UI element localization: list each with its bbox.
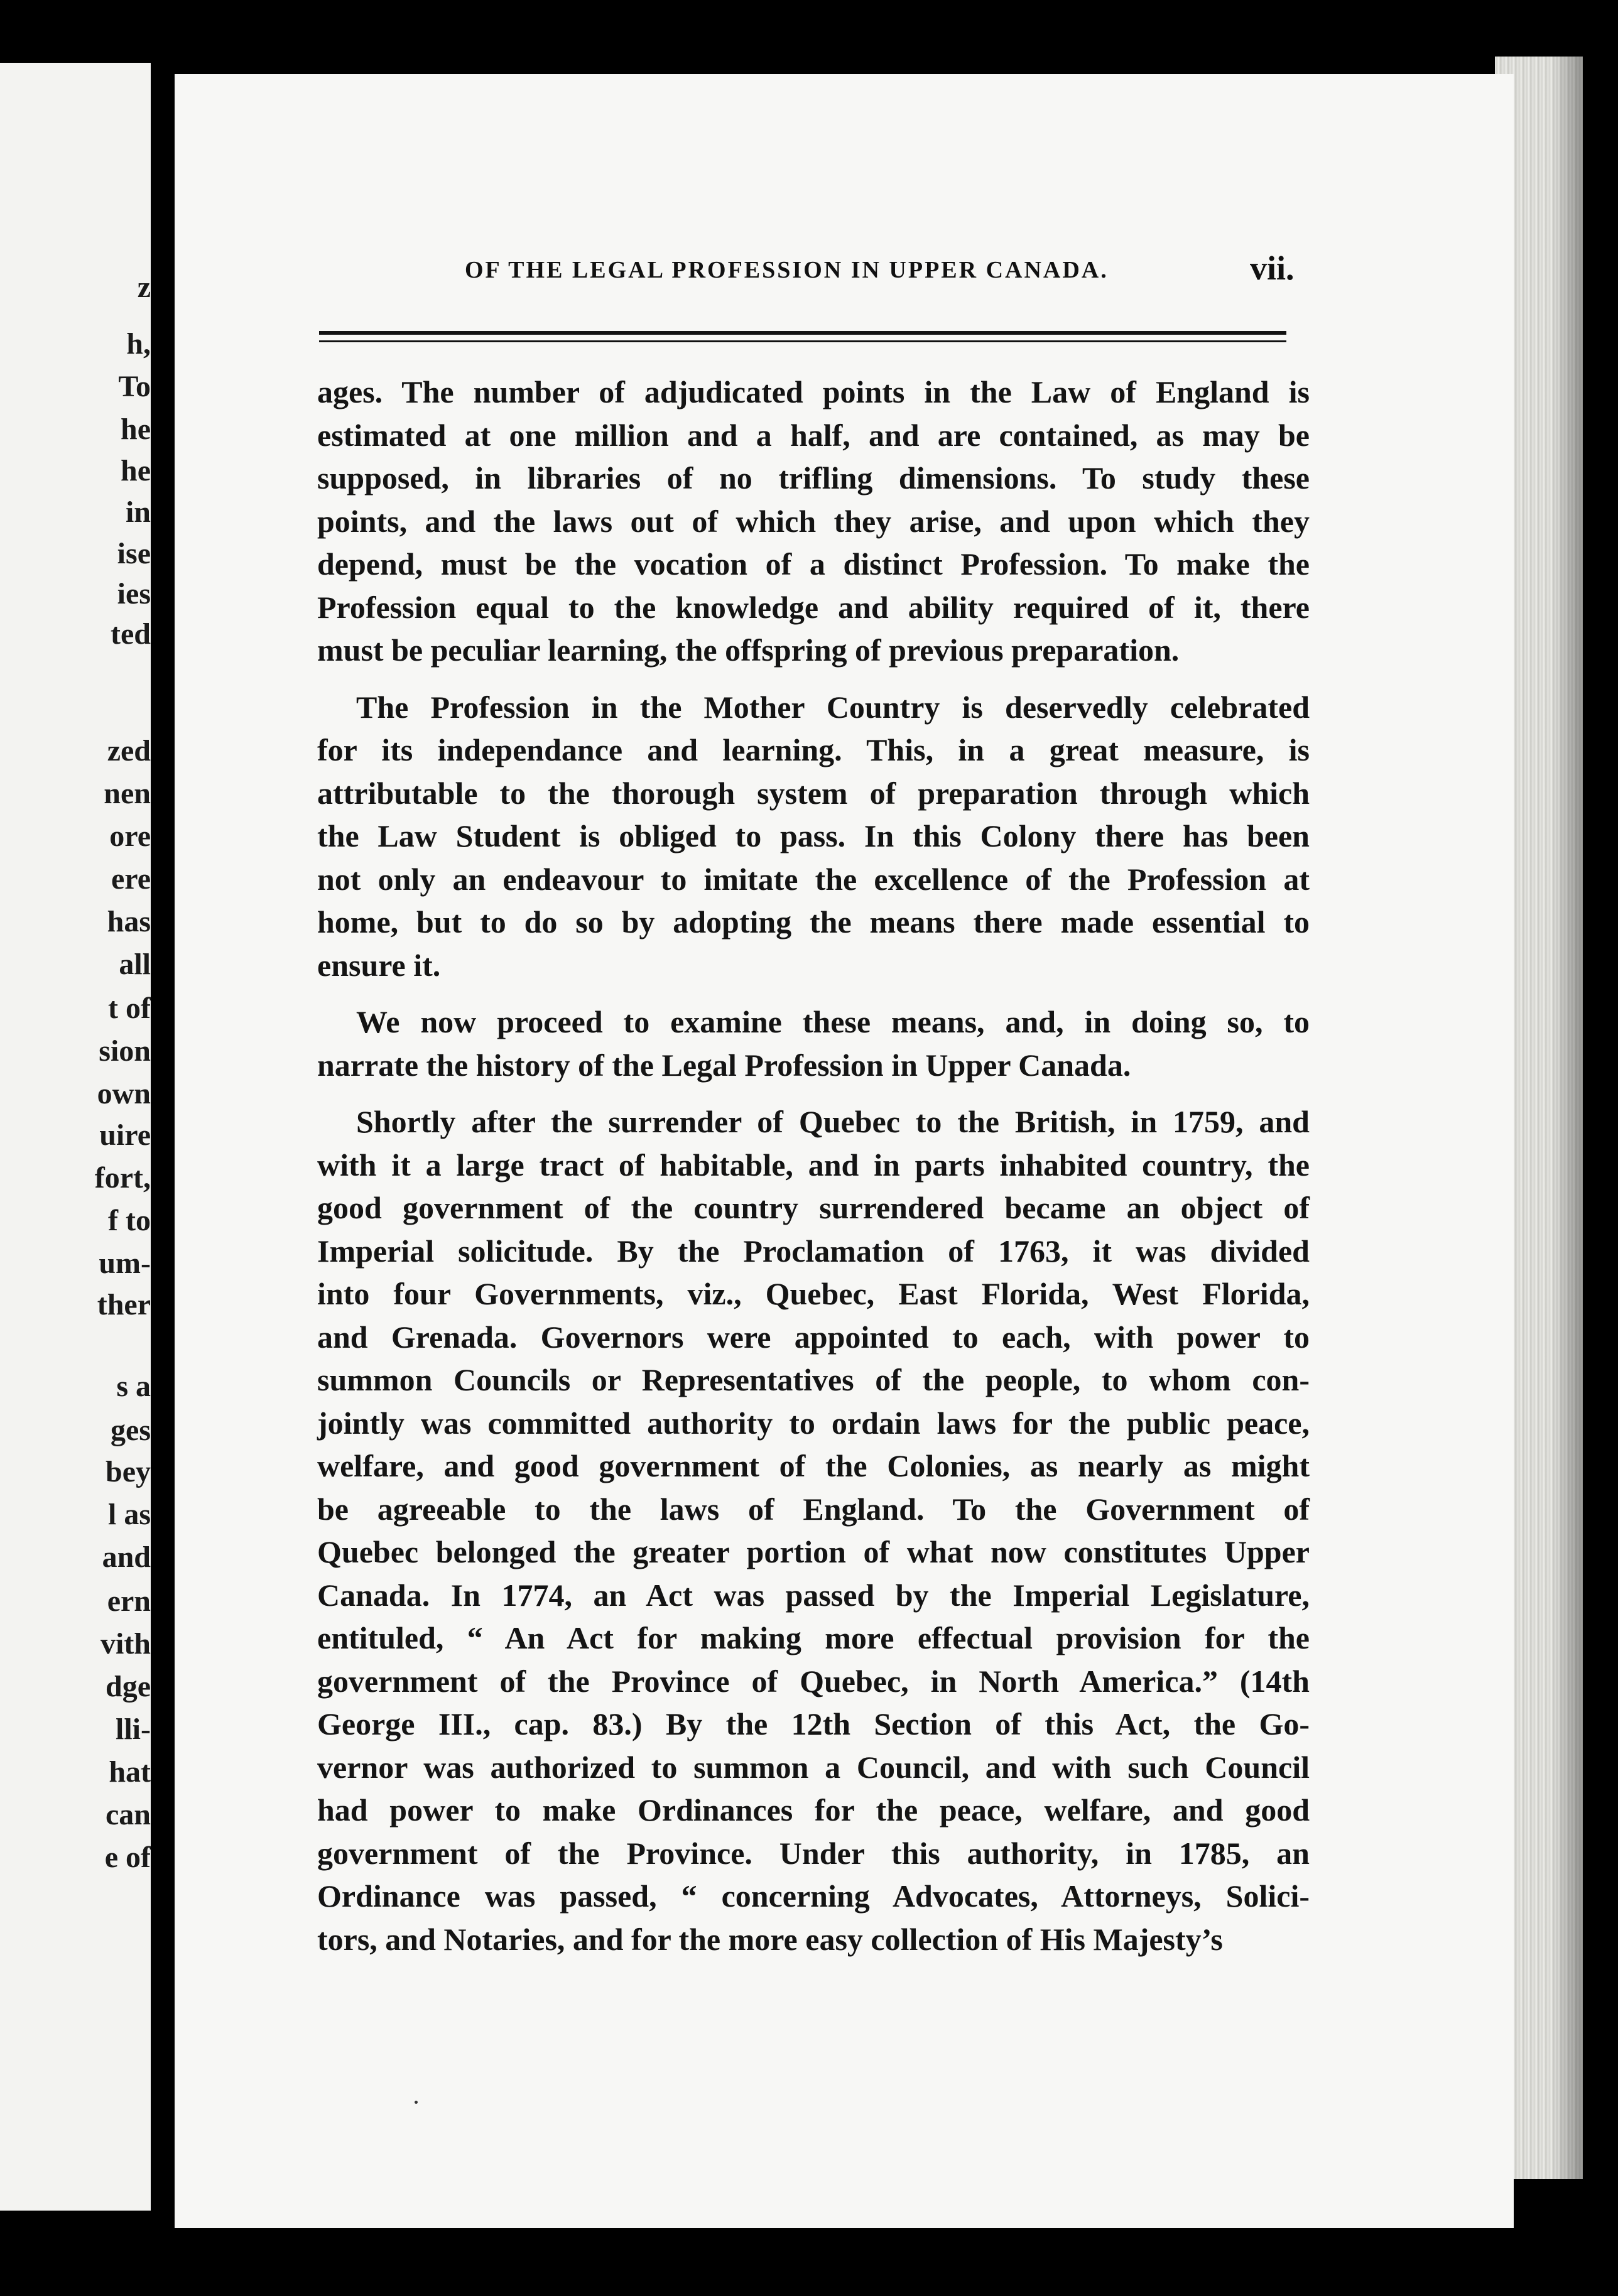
facing-page-fragment: h, <box>126 327 151 360</box>
text-line: George III., cap. 83.) By the 12th Section of this Act, the Go- <box>317 1706 1310 1741</box>
facing-page-fragment: um- <box>99 1247 151 1280</box>
facing-page-fragment: ere <box>111 862 151 896</box>
text-line: the Law Student is obliged to pass. In this Colony there has been <box>317 818 1310 853</box>
facing-page-fragment: in <box>125 495 151 529</box>
text-line: for its independance and learning. This, in a great measure, is <box>317 732 1310 767</box>
facing-page-fragment: ore <box>109 820 151 853</box>
speck <box>415 2101 418 2104</box>
facing-page-fragment: t of <box>108 992 151 1025</box>
facing-page-fragment: lli- <box>116 1713 151 1746</box>
facing-page-fragment: zed <box>107 734 151 767</box>
facing-page-fragment: bey <box>106 1455 151 1488</box>
text-line: welfare, and good government of the Colonies, as nearly as might <box>317 1448 1310 1483</box>
paragraph-gap <box>317 987 1310 1000</box>
text-line: home, but to do so by adopting the means there made essential to <box>317 904 1310 940</box>
facing-page-fragment: and <box>102 1541 151 1574</box>
text-line: Ordinance was passed, “ concerning Advocates, Attorneys, Solici- <box>317 1878 1310 1914</box>
paragraph <box>317 1000 1310 1086</box>
page-edge-shadow <box>1551 57 1583 2179</box>
text-line: estimated at one million and a half, and are contained, as may be <box>317 417 1310 453</box>
facing-page-fragment: To <box>118 370 151 403</box>
facing-page-fragment: ise <box>117 537 151 570</box>
header-rule <box>319 331 1286 335</box>
text-line: not only an endeavour to imitate the excellence of the Profession at <box>317 861 1310 897</box>
facing-page-fragment: dge <box>106 1670 151 1703</box>
facing-page-fragment: uire <box>99 1118 151 1152</box>
text-line: Canada. In 1774, an Act was passed by the Imperial Legislature, <box>317 1577 1310 1613</box>
text-line: depend, must be the vocation of a distinct Profession. To make the <box>317 546 1310 582</box>
text-line: good government of the country surrendered became an object of <box>317 1190 1310 1225</box>
text-line: The Profession in the Mother Country is deservedly celebrated <box>356 689 1310 725</box>
text-line: must be peculiar learning, the offspring of previous preparation. <box>317 632 1180 668</box>
text-line: ensure it. <box>317 947 441 983</box>
text-line: had power to make Ordinances for the peace, welfare, and good <box>317 1792 1310 1828</box>
facing-page-fragment: he <box>121 413 151 446</box>
paragraph-gap <box>317 672 1310 686</box>
text-line: into four Governments, viz., Quebec, East Florida, West Florida, <box>317 1276 1310 1311</box>
facing-page-fragment: f to <box>108 1204 151 1237</box>
running-head: OF THE LEGAL PROFESSION IN UPPER CANADA. <box>465 257 1109 283</box>
facing-page-fragment: z <box>137 271 151 304</box>
text-line: summon Councils or Representatives of the people, to whom con- <box>317 1362 1310 1397</box>
text-line: supposed, in libraries of no trifling dimensions. To study these <box>317 460 1310 495</box>
text-line: with it a large tract of habitable, and in parts inhabited country, the <box>317 1147 1310 1183</box>
facing-page-fragment: has <box>107 905 151 938</box>
header-rule-thin <box>319 340 1286 342</box>
facing-page-fragment: nen <box>104 777 151 810</box>
text-line: Profession equal to the knowledge and ability required of it, there <box>317 589 1310 625</box>
text-line: points, and the laws out of which they arise, and upon which they <box>317 503 1310 539</box>
text-line: and Grenada. Governors were appointed to each, with power to <box>317 1319 1310 1355</box>
text-line: jointly was committed authority to ordain laws for the public peace, <box>317 1405 1310 1441</box>
text-line: ages. The number of adjudicated points in the Law of England is <box>317 374 1310 409</box>
facing-page-fragment: l as <box>107 1498 151 1531</box>
text-line: We now proceed to examine these means, and, in doing so, to <box>356 1004 1310 1039</box>
text-line: Shortly after the surrender of Quebec to the British, in 1759, and <box>356 1104 1310 1139</box>
text-line: government of the Province. Under this authority, in 1785, an <box>317 1835 1310 1871</box>
paragraph <box>317 371 1310 672</box>
facing-page-fragment: sion <box>99 1034 151 1068</box>
paragraph <box>317 1100 1310 1961</box>
facing-page-fragment: ted <box>111 617 151 651</box>
text-line: narrate the history of the Legal Profession in Upper Canada. <box>317 1047 1131 1083</box>
page-number: vii. <box>1250 249 1295 287</box>
paragraph-gap <box>317 1086 1310 1100</box>
facing-page-fragment: he <box>121 454 151 487</box>
text-line: attributable to the thorough system of preparation through which <box>317 775 1310 811</box>
text-line: Quebec belonged the greater portion of what now constitutes Upper <box>317 1534 1310 1569</box>
facing-page-fragment: vith <box>100 1627 151 1660</box>
facing-page-fragment: own <box>97 1077 151 1110</box>
facing-page-fragment: ies <box>117 577 151 610</box>
facing-page-fragment: ther <box>97 1288 151 1321</box>
facing-page-fragment: ern <box>107 1584 151 1618</box>
facing-page-fragment: ges <box>111 1414 151 1447</box>
facing-page-fragment: can <box>106 1798 151 1831</box>
text-line: Imperial solicitude. By the Proclamation of 1763, it was divided <box>317 1233 1310 1269</box>
body-text <box>317 371 1310 1961</box>
text-line: entituled, “ An Act for making more effectual provision for the <box>317 1620 1310 1655</box>
text-line: tors, and Notaries, and for the more easy collection of His Majesty’s <box>317 1921 1223 1957</box>
facing-page-fragment: hat <box>109 1755 151 1789</box>
facing-page-strip <box>0 63 151 2211</box>
facing-page-fragment: fort, <box>94 1161 151 1194</box>
text-line: vernor was authorized to summon a Council, and with such Council <box>317 1749 1310 1785</box>
facing-page-fragment: all <box>119 948 151 981</box>
text-line: be agreeable to the laws of England. To the Government of <box>317 1491 1310 1527</box>
facing-page-fragment: s a <box>116 1370 151 1403</box>
paragraph <box>317 686 1310 987</box>
facing-page-fragment: e of <box>104 1841 151 1874</box>
text-line: government of the Province of Quebec, in North America.” (14th <box>317 1663 1310 1699</box>
